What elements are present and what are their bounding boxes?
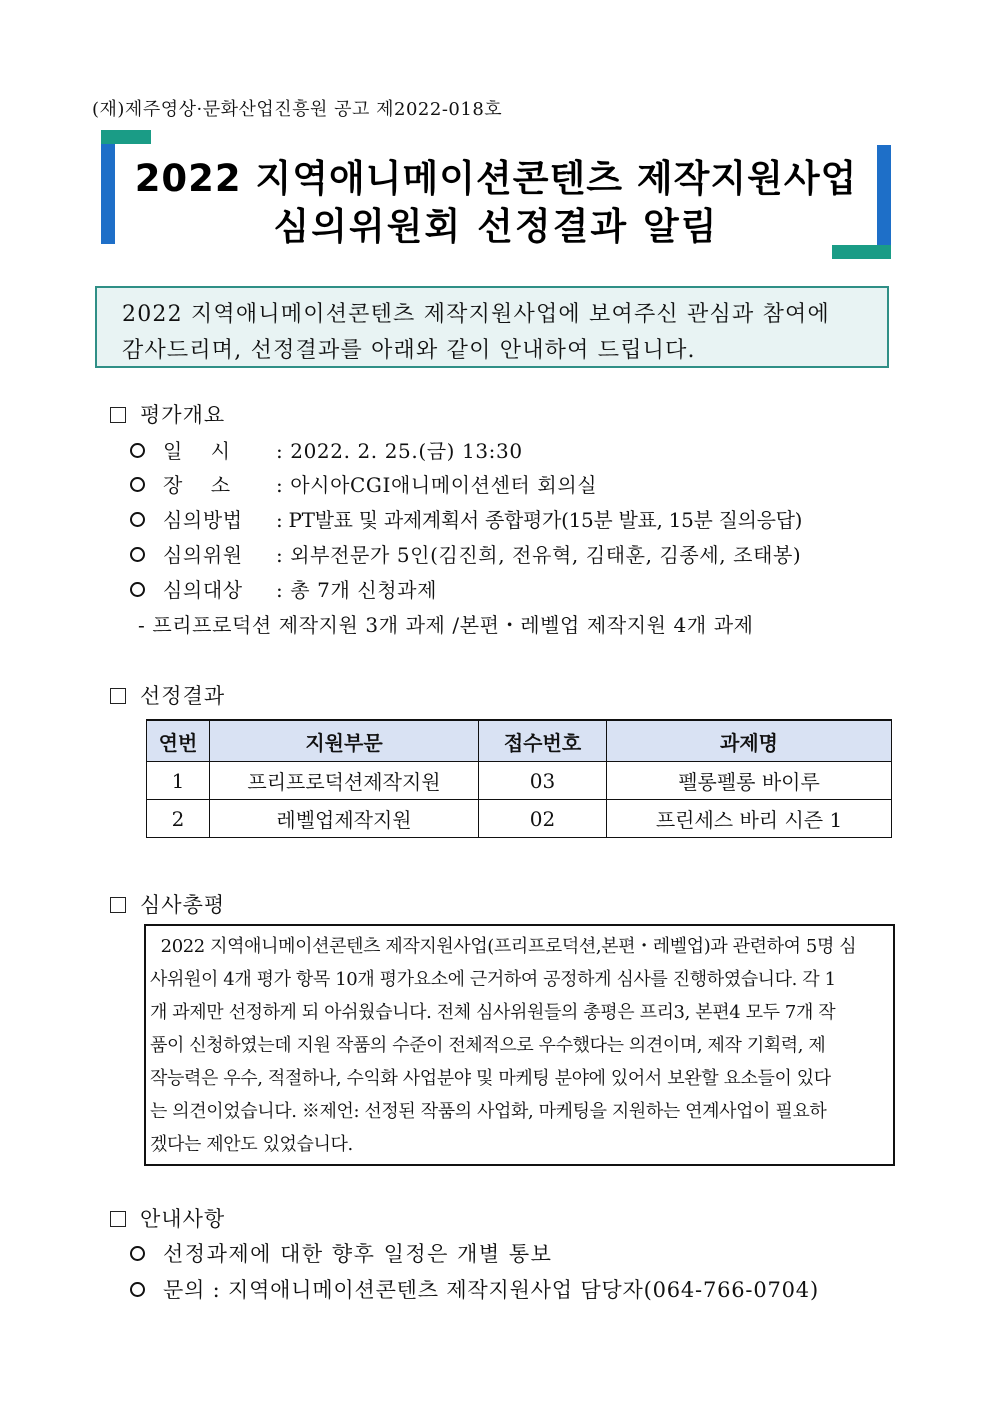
- review-line-5: 작능력은 우수, 적절하나, 수익화 사업분야 및 마케팅 분야에 있어서 보완할 요소들이 있다: [150, 1068, 831, 1089]
- circle-bullet-icon: [130, 512, 145, 527]
- col-header-project: 과제명: [607, 720, 892, 762]
- circle-bullet-icon: [130, 443, 145, 458]
- notice-number: (재)제주영상·문화산업진흥원 공고 제2022-018호: [92, 99, 503, 120]
- circle-bullet-icon: [130, 582, 145, 597]
- section-guide: 안내사항: [110, 1203, 225, 1233]
- col-header-receipt: 접수번호: [479, 720, 607, 762]
- cell-no: 2: [147, 800, 210, 838]
- cell-category: 프리프로덕션제작지원: [210, 762, 479, 800]
- review-line-1: 2022 지역애니메이션콘텐츠 제작지원사업(프리프로덕션,본편・레벨업)과 관련하여 5명 심: [150, 936, 857, 957]
- circle-bullet-icon: [130, 1282, 145, 1297]
- square-bullet-icon: [110, 1211, 126, 1227]
- review-line-6: 는 의견이었습니다. ※제언: 선정된 작품의 사업화, 마케팅을 지원하는 연계사업이 필요하: [150, 1101, 827, 1122]
- square-bullet-icon: [110, 897, 126, 913]
- section-review: 심사총평: [110, 889, 225, 919]
- results-table: [146, 719, 892, 838]
- eval-item-target: 심의대상 : 총 7개 신청과제: [130, 574, 437, 603]
- eval-item-date: 일 시 : 2022. 2. 25.(금) 13:30: [130, 435, 523, 464]
- square-bullet-icon: [110, 688, 126, 704]
- circle-bullet-icon: [130, 547, 145, 562]
- eval-item-members: 심의위원 : 외부전문가 5인(김진희, 전유혁, 김태훈, 김종세, 조태봉): [130, 539, 801, 568]
- col-header-category: 지원부문: [210, 720, 479, 762]
- cell-receipt: 02: [479, 800, 607, 838]
- review-line-4: 품이 신청하였는데 지원 작품의 수준이 전체적으로 우수했다는 의견이며, 제작 기획력, 제: [150, 1035, 826, 1056]
- title-line-1: 2022 지역애니메이션콘텐츠 제작지원사업: [134, 157, 858, 200]
- table-row: [147, 762, 892, 800]
- guide-item-schedule: 선정과제에 대한 향후 일정은 개별 통보: [130, 1238, 552, 1268]
- col-header-no: 연번: [147, 720, 210, 762]
- eval-note: - 프리프로덕션 제작지원 3개 과제 /본편・레벨업 제작지원 4개 과제: [138, 613, 754, 637]
- title-line-2: 심의위원회 선정결과 알림: [273, 205, 719, 248]
- section-results: 선정결과: [110, 680, 225, 710]
- eval-item-method: 심의방법 : PT발표 및 과제계획서 종합평가(15분 발표, 15분 질의응답): [130, 504, 802, 533]
- table-header-row: [147, 720, 892, 762]
- guide-item-contact: 문의 : 지역애니메이션콘텐츠 제작지원사업 담당자(064-766-0704): [130, 1274, 819, 1304]
- cell-category: 레벨업제작지원: [210, 800, 479, 838]
- cell-project: 프린세스 바리 시즌 1: [607, 800, 892, 838]
- cell-no: 1: [147, 762, 210, 800]
- eval-item-place: 장 소 : 아시아CGI애니메이션센터 회의실: [130, 469, 597, 498]
- review-line-3: 개 과제만 선정하게 되 아쉬웠습니다. 전체 심사위원들의 총평은 프리3, 본편4 모두 7개 작: [150, 1002, 836, 1023]
- review-line-7: 겠다는 제안도 있었습니다.: [150, 1134, 353, 1155]
- table-row: [147, 800, 892, 838]
- intro-line-2: 감사드리며, 선정결과를 아래와 같이 안내하여 드립니다.: [122, 338, 696, 363]
- circle-bullet-icon: [130, 477, 145, 492]
- intro-line-1: 2022 지역애니메이션콘텐츠 제작지원사업에 보여주신 관심과 참여에: [122, 302, 830, 327]
- cell-receipt: 03: [479, 762, 607, 800]
- square-bullet-icon: [110, 407, 126, 423]
- section-evaluation: 평가개요: [110, 399, 225, 429]
- review-line-2: 사위원이 4개 평가 항목 10개 평가요소에 근거하여 공정하게 심사를 진행하였습니다. 각 1: [150, 969, 836, 990]
- circle-bullet-icon: [130, 1246, 145, 1261]
- title-bar-top-left: [101, 130, 151, 144]
- cell-project: 펠롱펠롱 바이루: [607, 762, 892, 800]
